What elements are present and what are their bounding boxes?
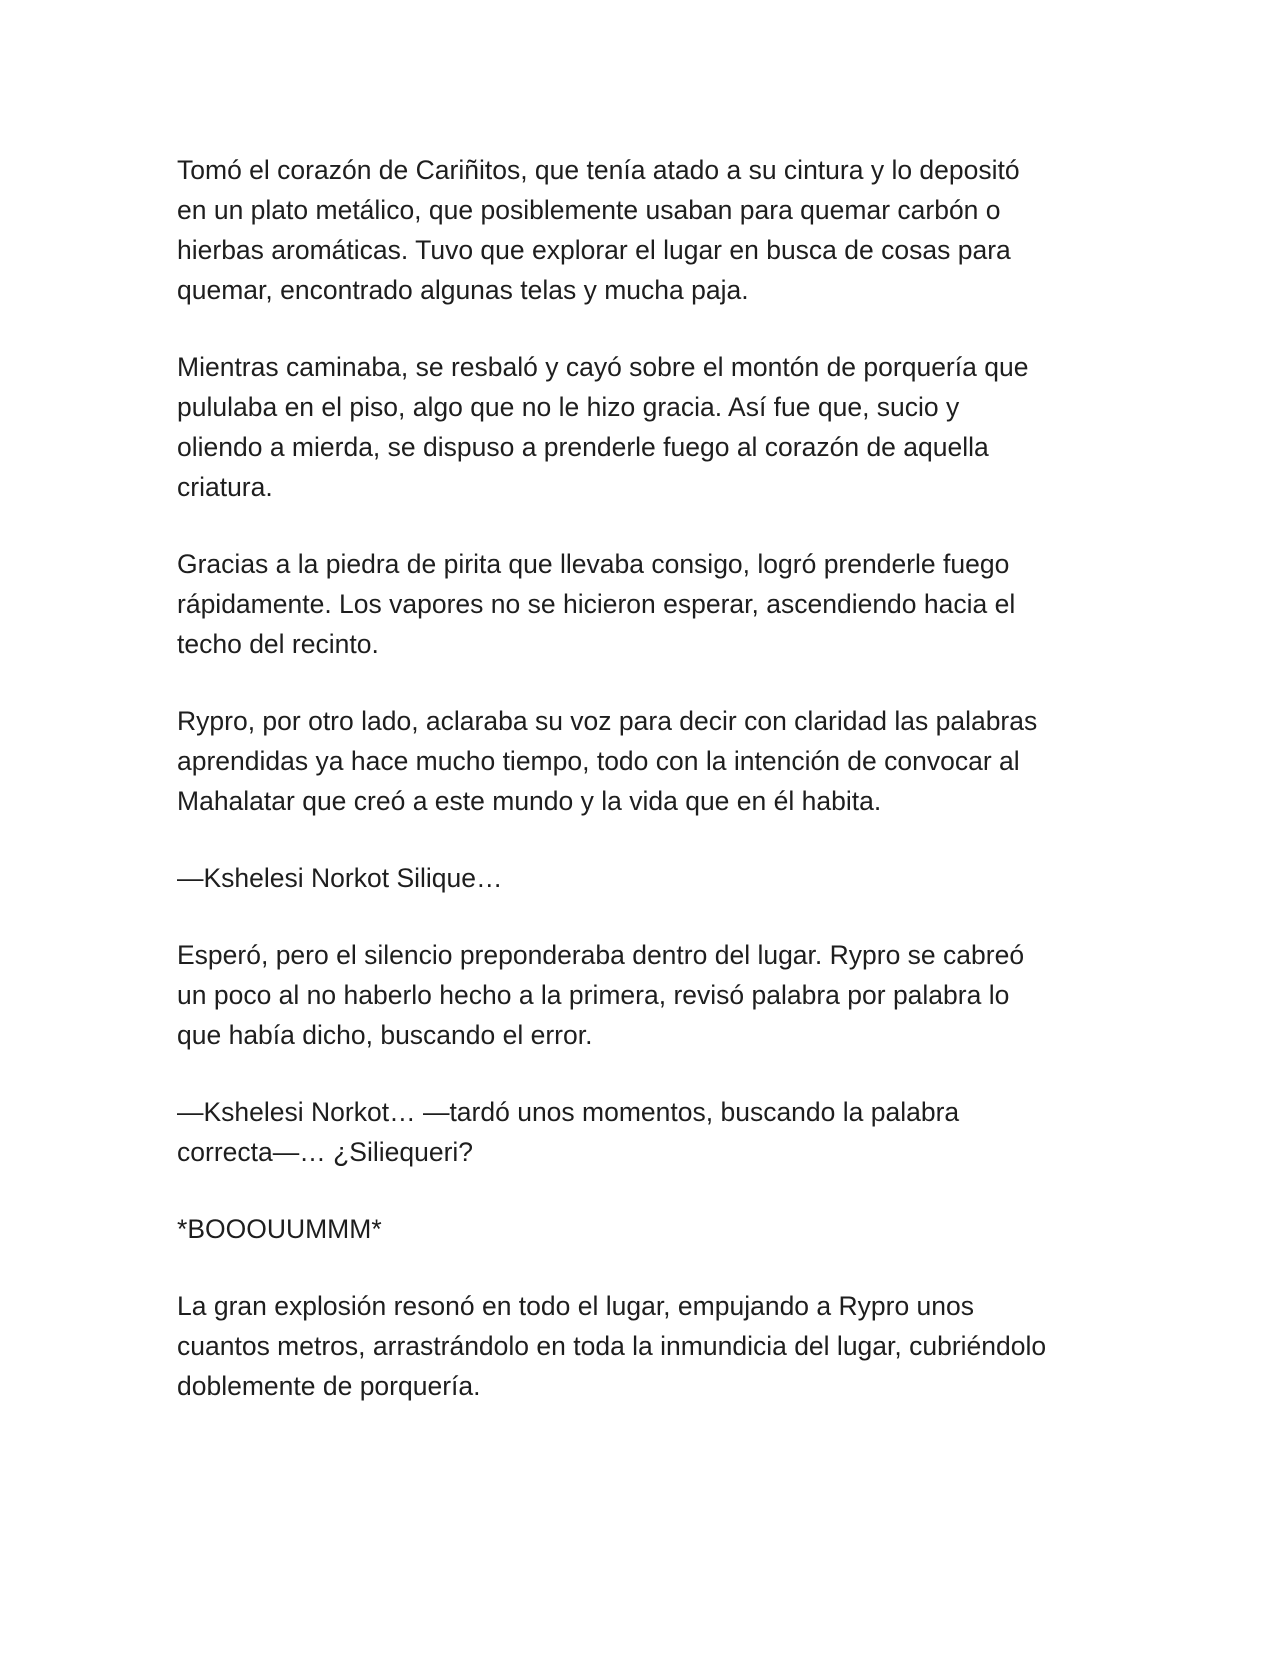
text-line: oliendo a mierda, se dispuso a prenderle fuego al corazón de aquella xyxy=(177,432,989,462)
paragraph-3 xyxy=(177,544,1117,664)
sound-effect xyxy=(177,1209,1117,1249)
paragraph-4 xyxy=(177,701,1117,821)
text-line: Tomó el corazón de Cariñitos, que tenía atado a su cintura y lo depositó xyxy=(177,155,1020,185)
text-line: doblemente de porquería. xyxy=(177,1371,481,1401)
paragraph-5 xyxy=(177,935,1117,1055)
text-line: Mahalatar que creó a este mundo y la vida que en él habita. xyxy=(177,786,882,816)
text-line: rápidamente. Los vapores no se hicieron esperar, ascendiendo hacia el xyxy=(177,589,1016,619)
text-line: Gracias a la piedra de pirita que llevaba consigo, logró prenderle fuego xyxy=(177,549,1010,579)
text-line: techo del recinto. xyxy=(177,629,379,659)
text-line: La gran explosión resonó en todo el lugar, empujando a Rypro unos xyxy=(177,1291,975,1321)
dialogue-line-2 xyxy=(177,1092,1117,1172)
text-line: —Kshelesi Norkot Silique… xyxy=(177,863,503,893)
text-line: Esperó, pero el silencio preponderaba dentro del lugar. Rypro se cabreó xyxy=(177,940,1025,970)
paragraph-1 xyxy=(177,150,1117,310)
text-line: en un plato metálico, que posiblemente usaban para quemar carbón o xyxy=(177,195,1001,225)
paragraph-2 xyxy=(177,347,1117,507)
text-line: que había dicho, buscando el error. xyxy=(177,1020,593,1050)
text-line: —Kshelesi Norkot… —tardó unos momentos, buscando la palabra xyxy=(177,1097,960,1127)
dialogue-line-1 xyxy=(177,858,1117,898)
text-line: cuantos metros, arrastrándolo en toda la inmundicia del lugar, cubriéndolo xyxy=(177,1331,1047,1361)
text-line: quemar, encontrado algunas telas y mucha paja. xyxy=(177,275,749,305)
text-line: criatura. xyxy=(177,472,273,502)
paragraph-6 xyxy=(177,1286,1117,1406)
document-body xyxy=(177,150,1117,1443)
text-line: aprendidas ya hace mucho tiempo, todo con la intención de convocar al xyxy=(177,746,1020,776)
text-line: correcta—… ¿Siliequeri? xyxy=(177,1137,474,1167)
text-line: *BOOOUUMMM* xyxy=(177,1214,382,1244)
text-line: hierbas aromáticas. Tuvo que explorar el lugar en busca de cosas para xyxy=(177,235,1011,265)
text-line: un poco al no haberlo hecho a la primera, revisó palabra por palabra lo xyxy=(177,980,1010,1010)
text-line: pululaba en el piso, algo que no le hizo gracia. Así fue que, sucio y xyxy=(177,392,960,422)
text-line: Rypro, por otro lado, aclaraba su voz para decir con claridad las palabras xyxy=(177,706,1038,736)
text-line: Mientras caminaba, se resbaló y cayó sobre el montón de porquería que xyxy=(177,352,1029,382)
